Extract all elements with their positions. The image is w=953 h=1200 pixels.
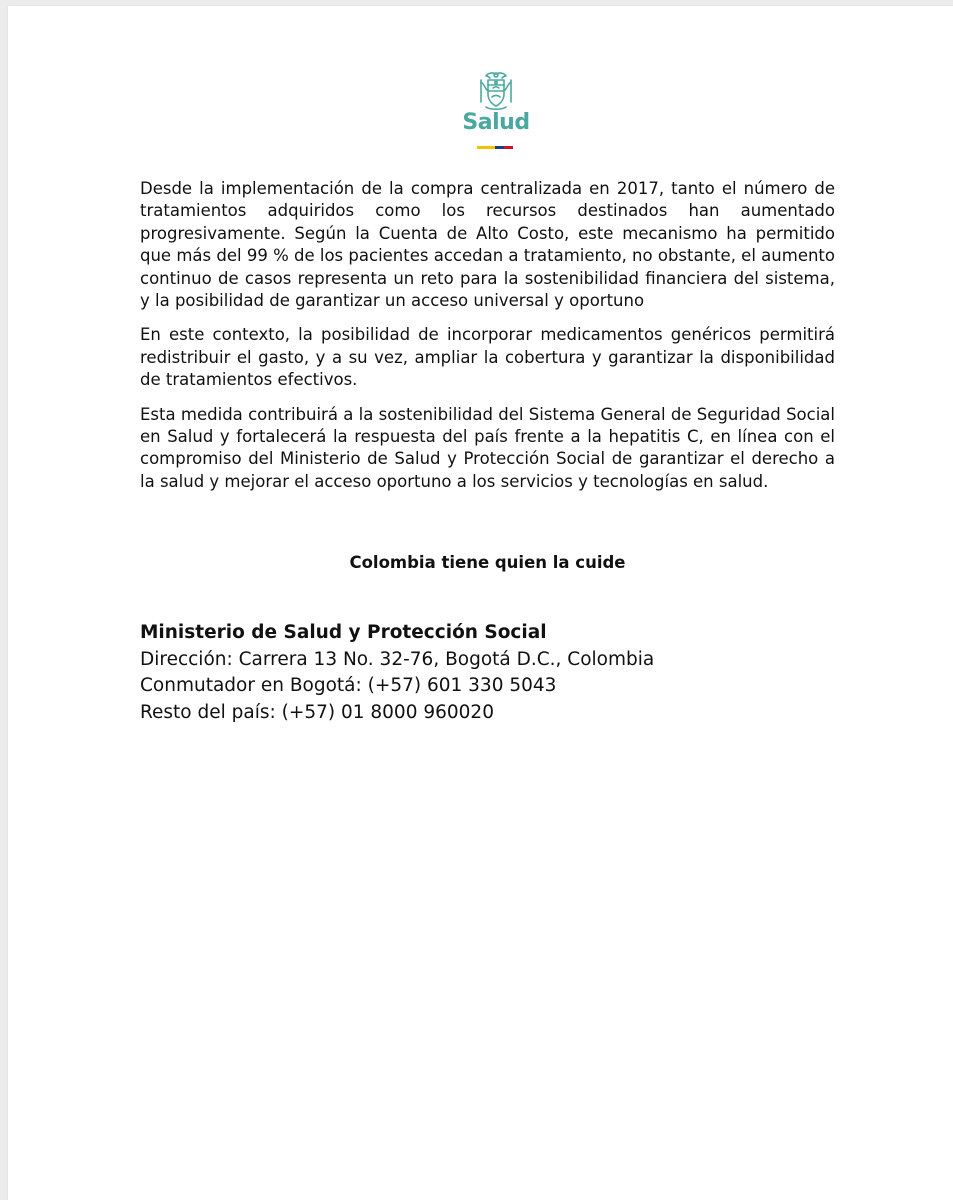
salud-logo [456, 70, 536, 154]
contact-block [140, 620, 840, 726]
colombia-coat-of-arms-icon [478, 70, 514, 112]
rest-of-country-line: Resto del país: (+57) 01 8000 960020 [140, 701, 494, 723]
slogan: Colombia tiene quien la cuide [349, 553, 626, 572]
paragraph-3: Esta medida contribuirá a la sostenibilidad del Sistema General de Seguridad Social en Salud y fortalecerá la respuesta del país frente a la hepatitis C, en línea con el compromiso del Ministerio de Salud y Protección Social de garantizar el derecho a la salud y mejorar el acceso oportuno a los servicios y tecnologías en salud. [140, 404, 835, 491]
flag-yellow [477, 146, 495, 149]
flag-stripe [477, 146, 513, 149]
document-page [8, 6, 953, 1200]
logo-wordmark: Salud [462, 110, 530, 135]
flag-red [504, 146, 513, 149]
press-release-body [140, 178, 835, 505]
flag-blue [495, 146, 504, 149]
paragraph-2: En este contexto, la posibilidad de incorporar medicamentos genéricos permitirá redistribuir el gasto, y a su vez, ampliar la cobertura y garantizar la disponibilidad de tratamientos efectivos. [140, 325, 835, 390]
organization-name: Ministerio de Salud y Protección Social [140, 622, 547, 643]
address-line: Dirección: Carrera 13 No. 32-76, Bogotá D.C., Colombia [140, 648, 655, 670]
switchboard-line: Conmutador en Bogotá: (+57) 601 330 5043 [140, 675, 557, 696]
paragraph-1: Desde la implementación de la compra centralizada en 2017, tanto el número de tratamientos adquiridos como los recursos destinados han aumentado progresivamente. Según la Cuenta de Alto Costo, este mecanismo ha permitido que más del 99 % de los pacientes accedan a tratamiento, no obstante, el aumento continuo de casos representa un reto para la sostenibilidad financiera del sistema, y la posibilidad de garantizar un acceso universal y oportuno [140, 179, 835, 311]
